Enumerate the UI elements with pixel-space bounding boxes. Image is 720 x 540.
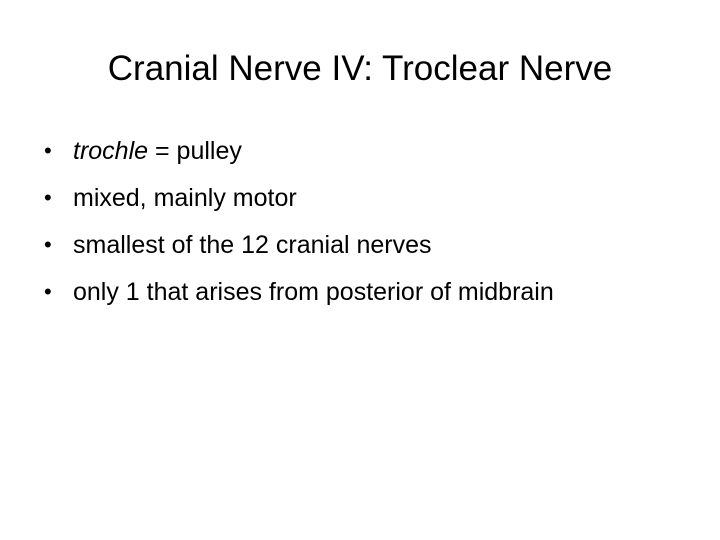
bullet-text: smallest of the 12 cranial nerves bbox=[73, 231, 432, 259]
bullet-text bbox=[73, 132, 242, 170]
bullet-marker: • bbox=[44, 279, 52, 304]
bullet-definition: = pulley bbox=[148, 137, 242, 165]
bullet-text: mixed, mainly motor bbox=[73, 184, 297, 212]
bullet-marker: • bbox=[44, 232, 52, 257]
bullet-text: only 1 that arises from posterior of midbrain bbox=[73, 278, 554, 306]
bullet-marker: • bbox=[44, 185, 52, 210]
bullet-term: trochle bbox=[73, 137, 149, 165]
slide-title: Cranial Nerve IV: Troclear Nerve bbox=[107, 49, 613, 88]
bullet-marker: • bbox=[44, 138, 52, 163]
